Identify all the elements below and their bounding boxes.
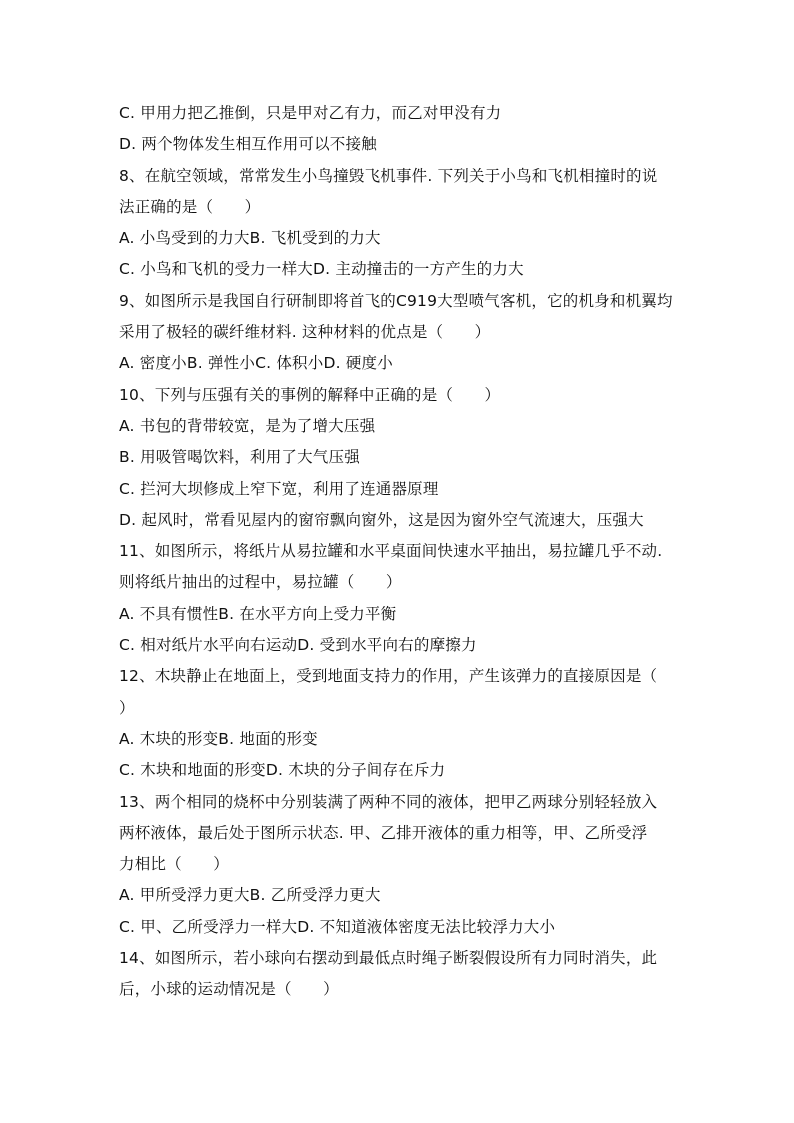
text-line: 12、木块静止在地面上，受到地面支持力的作用，产生该弹力的直接原因是（ <box>119 667 658 686</box>
text-line: 两杯液体，最后处于图所示状态. 甲、乙排开液体的重力相等，甲、乙所受浮 <box>119 823 648 842</box>
text-line: ） <box>119 698 135 717</box>
text-line: A. 小鸟受到的力大B. 飞机受到的力大 <box>119 229 381 248</box>
text-line: 14、如图所示，若小球向右摆动到最低点时绳子断裂假设所有力同时消失，此 <box>119 949 658 968</box>
text-line: A. 甲所受浮力更大B. 乙所受浮力更大 <box>119 886 381 905</box>
text-line: 11、如图所示，将纸片从易拉罐和水平桌面间快速水平抽出，易拉罐几乎不动. <box>119 542 663 561</box>
text-line: A. 密度小B. 弹性小C. 体积小D. 硬度小 <box>119 354 393 373</box>
text-line: D. 两个物体发生相互作用可以不接触 <box>119 135 377 154</box>
text-line: 10、下列与压强有关的事例的解释中正确的是（ ） <box>119 385 501 404</box>
text-line: 力相比（ ） <box>119 855 229 874</box>
text-line: C. 相对纸片水平向右运动D. 受到水平向右的摩擦力 <box>119 636 477 655</box>
text-line: 后，小球的运动情况是（ ） <box>119 980 339 999</box>
text-line: 则将纸片抽出的过程中，易拉罐（ ） <box>119 573 402 592</box>
text-line: C. 甲用力把乙推倒，只是甲对乙有力，而乙对甲没有力 <box>119 104 502 122</box>
text-line: 9、如图所示是我国自行研制即将首飞的C919大型喷气客机，它的机身和机翼均 <box>119 291 673 310</box>
text-line: A. 书包的背带较宽，是为了增大压强 <box>119 416 376 435</box>
text-line: 采用了极轻的碳纤维材料. 这种材料的优点是（ ） <box>119 323 491 342</box>
text-line: C. 木块和地面的形变D. 木块的分子间存在斥力 <box>119 761 446 780</box>
question-text-block <box>119 98 679 1006</box>
text-line: 法正确的是（ ） <box>119 197 261 216</box>
text-line: A. 木块的形变B. 地面的形变 <box>119 729 318 748</box>
text-line: 13、两个相同的烧杯中分别装满了两种不同的液体，把甲乙两球分别轻轻放入 <box>119 792 658 811</box>
text-line: A. 不具有惯性B. 在水平方向上受力平衡 <box>119 604 397 623</box>
text-line: 8、在航空领域，常常发生小鸟撞毁飞机事件. 下列关于小鸟和飞机相撞时的说 <box>119 166 658 185</box>
text-line: B. 用吸管喝饮料，利用了大气压强 <box>119 448 360 467</box>
text-line: D. 起风时，常看见屋内的窗帘飘向窗外，这是因为窗外空气流速大，压强大 <box>119 510 644 529</box>
text-line: C. 甲、乙所受浮力一样大D. 不知道液体密度无法比较浮力大小 <box>119 917 556 936</box>
text-line: C. 小鸟和飞机的受力一样大D. 主动撞击的一方产生的力大 <box>119 260 524 279</box>
text-line: C. 拦河大坝修成上窄下宽，利用了连通器原理 <box>119 479 439 498</box>
